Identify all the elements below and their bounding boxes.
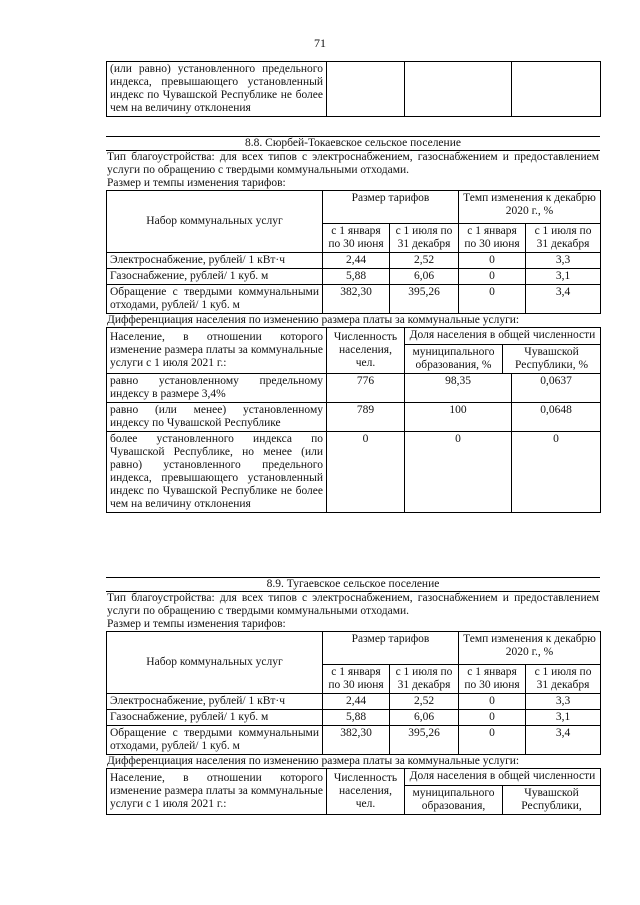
rate-value: 0	[459, 726, 526, 755]
header-tariff-size: Размер тарифов	[323, 632, 459, 665]
header-change-rate: Темп изменения к декабрю 2020 г., %	[459, 632, 601, 665]
tariff-value: 2,52	[390, 694, 459, 710]
service-name: Обращение с твердыми коммунальными отходами, рублей/ 1 куб. м	[107, 285, 323, 314]
subheader-jul: с 1 июля по 31 декабря	[526, 224, 601, 253]
rate-value: 3,4	[526, 285, 601, 314]
table-row	[107, 432, 601, 513]
differentiation-heading: Дифференциация населения по изменению размера платы за коммунальные услуги:	[107, 314, 520, 326]
header-services: Набор коммунальных услуг	[107, 191, 323, 253]
subheader-jan: с 1 января по 30 июня	[323, 224, 390, 253]
page-number: 71	[314, 36, 326, 50]
table-row	[107, 253, 601, 269]
continuation-table	[106, 61, 600, 117]
subheader-jul: с 1 июля по 31 декабря	[390, 665, 459, 694]
tariff-table	[106, 631, 601, 755]
population-count: 776	[327, 374, 405, 403]
rate-value: 3,1	[526, 710, 601, 726]
subheader-jul: с 1 июля по 31 декабря	[526, 665, 601, 694]
tariff-value: 382,30	[323, 726, 390, 755]
table-row	[107, 374, 601, 403]
rate-value: 3,1	[526, 269, 601, 285]
municipal-share: 0	[405, 432, 512, 513]
table-row	[107, 285, 601, 314]
republic-share: 0,0648	[512, 403, 601, 432]
service-name: Газоснабжение, рублей/ 1 куб. м	[107, 269, 323, 285]
header-population: Население, в отношении которого изменение размера платы за коммунальные услуги с 1 июля 2021 г.:	[107, 328, 327, 374]
tariff-value: 6,06	[390, 269, 459, 285]
header-tariff-size: Размер тарифов	[323, 191, 459, 224]
subheader-republic: Чувашской Республики,	[502, 786, 600, 814]
rate-value: 0	[459, 710, 526, 726]
service-name: Электроснабжение, рублей/ 1 кВт·ч	[107, 253, 323, 269]
rate-value: 0	[459, 253, 526, 269]
header-count: Численность населения, чел.	[327, 328, 405, 374]
subheader-municipal: муниципального образования,	[412, 787, 495, 812]
subheader-jan: с 1 января по 30 июня	[459, 665, 526, 694]
rate-value: 3,4	[526, 726, 601, 755]
table-row	[107, 403, 601, 432]
section-8-9	[106, 577, 600, 815]
subheader-republic: Чувашской Республики, %	[502, 345, 600, 373]
tariff-value: 2,44	[323, 694, 390, 710]
population-table	[106, 768, 601, 815]
population-count: 0	[327, 432, 405, 513]
table-row	[107, 726, 601, 755]
republic-share: 0	[512, 432, 601, 513]
improvement-type-text: Тип благоустройства: для всех типов с электроснабжением, газоснабжением и предоставлением услуги по обращению с твердыми коммунальными отходами.	[107, 151, 599, 176]
municipal-share: 100	[405, 403, 512, 432]
subheader-municipal: муниципального образования, %	[412, 346, 495, 371]
tariff-value: 395,26	[390, 285, 459, 314]
population-desc: равно установленному предельному индексу в размере 3,4%	[107, 374, 327, 403]
header-count: Численность населения, чел.	[327, 769, 405, 815]
header-services: Набор коммунальных услуг	[107, 632, 323, 694]
population-count: 789	[327, 403, 405, 432]
population-table	[106, 327, 601, 513]
service-name: Обращение с твердыми коммунальными отходами, рублей/ 1 куб. м	[107, 726, 323, 755]
subheader-jan: с 1 января по 30 июня	[459, 224, 526, 253]
tariff-value: 382,30	[323, 285, 390, 314]
service-name: Газоснабжение, рублей/ 1 куб. м	[107, 710, 323, 726]
tariff-value: 5,88	[323, 269, 390, 285]
table-row	[107, 710, 601, 726]
tariff-value: 5,88	[323, 710, 390, 726]
table-row	[107, 269, 601, 285]
section-8-8	[106, 136, 600, 513]
subheader-jul: с 1 июля по 31 декабря	[390, 224, 459, 253]
header-population: Население, в отношении которого изменение размера платы за коммунальные услуги с 1 июля 2021 г.:	[107, 769, 327, 815]
header-share	[405, 328, 601, 374]
rate-value: 0	[459, 269, 526, 285]
rate-value: 0	[459, 694, 526, 710]
population-desc: равно (или менее) установленному индексу по Чувашской Республике	[107, 403, 327, 432]
republic-share: 0,0637	[512, 374, 601, 403]
differentiation-heading: Дифференциация населения по изменению размера платы за коммунальные услуги:	[107, 755, 520, 767]
municipal-share: 98,35	[405, 374, 512, 403]
section-title: 8.9. Тугаевское сельское поселение	[106, 577, 600, 592]
header-change-rate: Темп изменения к декабрю 2020 г., %	[459, 191, 601, 224]
tariff-value: 6,06	[390, 710, 459, 726]
tariff-value: 395,26	[390, 726, 459, 755]
rate-value: 0	[459, 285, 526, 314]
tariff-value: 2,44	[323, 253, 390, 269]
tariff-value: 2,52	[390, 253, 459, 269]
rate-value: 3,3	[526, 694, 601, 710]
section-title: 8.8. Сюрбей-Токаевское сельское поселение	[106, 136, 600, 151]
improvement-type-text: Тип благоустройства: для всех типов с электроснабжением, газоснабжением и предоставлением услуги по обращению с твердыми коммунальными отходами.	[107, 592, 599, 617]
subheader-jan: с 1 января по 30 июня	[323, 665, 390, 694]
table-row	[107, 694, 601, 710]
tariff-heading: Размер и темпы изменения тарифов:	[107, 618, 286, 630]
header-share	[405, 769, 601, 815]
tariff-heading: Размер и темпы изменения тарифов:	[107, 177, 286, 189]
tariff-table	[106, 190, 601, 314]
rate-value: 3,3	[526, 253, 601, 269]
share-title: Доля населения в общей численности	[405, 769, 600, 786]
continuation-cell: (или равно) установленного предельного индекса, превышающего установленный индекс по Чувашской Республике не более чем на величину отклонения	[107, 62, 327, 117]
share-title: Доля населения в общей численности	[405, 328, 600, 345]
service-name: Электроснабжение, рублей/ 1 кВт·ч	[107, 694, 323, 710]
population-desc: более установленного индекса по Чувашской Республике, но менее (или равно) установленного предельного индекса, превышающего установленный индекс по Чувашской Республике не более чем на величину отклонения	[107, 432, 327, 513]
